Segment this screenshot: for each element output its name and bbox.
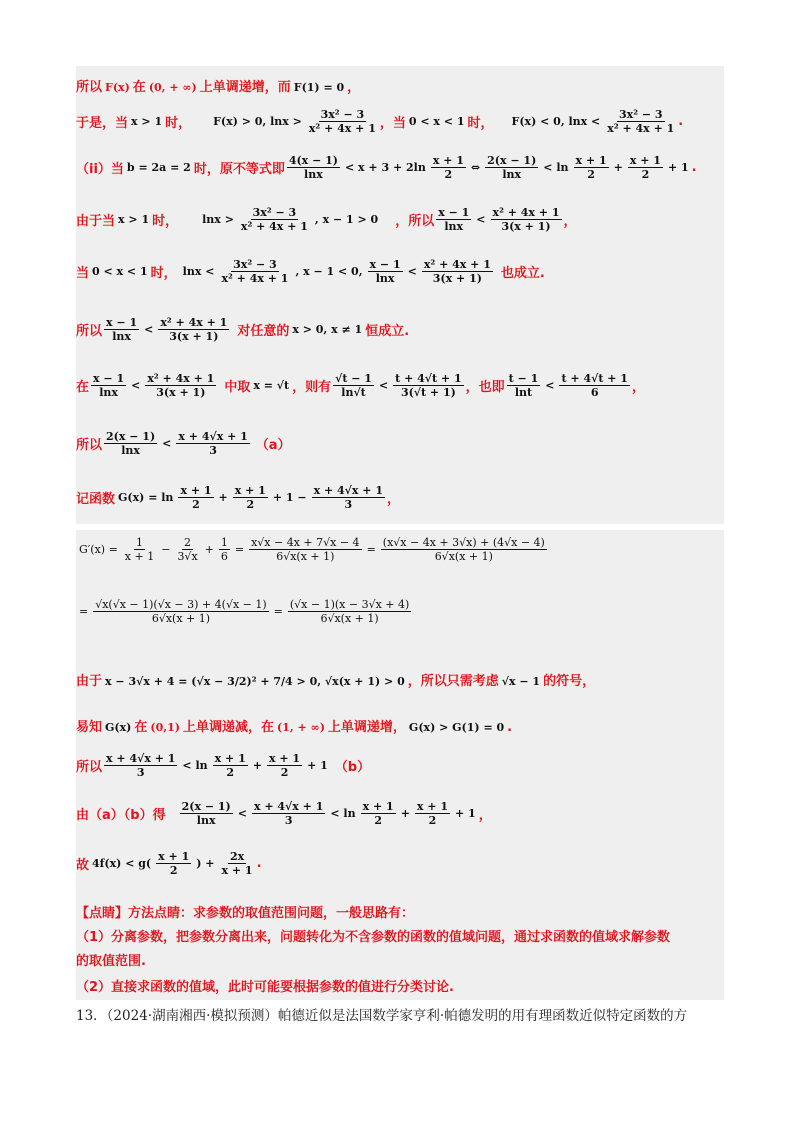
math: + <box>613 161 623 174</box>
line-case-ii <box>76 154 718 181</box>
text: 在 <box>134 720 148 735</box>
text: ，所以 <box>395 214 435 229</box>
text: 于是，当 <box>76 116 129 131</box>
denominator: 3 <box>284 814 293 827</box>
math: G(x) <box>105 721 132 734</box>
fraction <box>220 850 255 877</box>
fraction <box>91 372 126 399</box>
math: x > 0, x ≠ 1 <box>292 323 363 336</box>
numerator: x² + 4x + 1 <box>492 206 560 219</box>
numerator: x + 4√x + 1 <box>253 800 324 813</box>
numerator: x + 1 <box>432 154 464 167</box>
numerator: (x√x − 4x + 3√x) + (4√x − 4) <box>382 536 545 549</box>
fraction <box>287 154 340 181</box>
math: < ln <box>543 161 569 174</box>
math-interval: (0,1) <box>150 721 180 734</box>
math: + 1 − <box>272 491 307 504</box>
text: 由于当 <box>76 214 116 229</box>
denominator: lnx <box>444 220 464 233</box>
next-question-text: 13．（2024·湖南湘西·模拟预测）帕德近似是法国数学家亨利·帕德发明的用有理函数近似特定函数的方 <box>76 1008 688 1024</box>
line-for-all-x <box>76 316 718 343</box>
math: + <box>204 543 214 556</box>
math: x − 3√x + 4 = (√x − 3/2)² + 7/4 > 0, √x(x + 1) > 0 <box>105 675 405 688</box>
fraction <box>312 484 385 511</box>
numerator: √t − 1 <box>335 372 372 385</box>
text: ， <box>387 492 401 507</box>
denominator: 3 <box>136 766 145 779</box>
fraction <box>267 752 302 779</box>
denominator: 3 <box>209 444 217 457</box>
numerator: x√x − 4x + 7√x − 4 <box>251 536 360 549</box>
denominator: x² + 4x + 1 <box>308 122 376 135</box>
text: 所以 <box>76 324 103 339</box>
math: < <box>144 323 154 336</box>
numerator: 2(x − 1) <box>487 154 537 167</box>
math: √x − 1 <box>501 675 541 688</box>
numerator: t − 1 <box>508 372 539 385</box>
numerator: x + 1 <box>234 484 266 497</box>
fraction <box>307 108 378 135</box>
fraction <box>491 206 562 233</box>
text: 时， <box>467 116 494 131</box>
math: < <box>378 379 389 392</box>
math: + 1 <box>307 759 328 772</box>
denominator: 6√x(x + 1) <box>320 612 379 625</box>
math: F(x) > 0, lnx > <box>213 115 302 128</box>
numerator: x² + 4x + 1 <box>147 372 215 385</box>
text: 时， <box>150 266 177 281</box>
denominator: x² + 4x + 1 <box>240 220 308 233</box>
line-monotonic-G <box>76 716 718 735</box>
text: 恒成立. <box>365 324 410 339</box>
denominator: lnx <box>112 330 131 343</box>
denominator: x + 1 <box>221 864 253 877</box>
denominator: 3(x + 1) <box>156 386 206 399</box>
fraction <box>559 372 629 399</box>
math: ⇔ <box>470 161 481 174</box>
text: 所以 <box>76 760 103 775</box>
fraction <box>104 430 157 457</box>
fraction <box>219 536 230 563</box>
math: − <box>161 543 171 556</box>
numerator: x² + 4x + 1 <box>160 316 228 329</box>
text: ，当 <box>379 116 406 131</box>
text: 易知 <box>76 720 103 735</box>
fraction <box>436 206 471 233</box>
math: < <box>545 379 555 392</box>
math: , x − 1 > 0 <box>314 213 379 226</box>
fraction <box>333 372 374 399</box>
text: 上单调递增， <box>327 720 406 735</box>
text: 当 <box>76 266 90 281</box>
denominator: lnx <box>304 168 323 181</box>
text: 故 <box>76 858 90 873</box>
denominator: x² + 4x + 1 <box>607 122 675 135</box>
denominator: 2 <box>587 168 595 181</box>
fraction <box>422 258 493 285</box>
math: x = √t <box>253 379 290 392</box>
denominator: 2 <box>280 766 289 779</box>
numerator: 1 <box>136 536 143 549</box>
text: 对任意的 <box>237 324 290 339</box>
text: 方法点睛：求参数的取值范围问题，一般思路有： <box>128 906 415 921</box>
denominator: ln√t <box>341 386 366 399</box>
text: 中取 <box>224 380 251 395</box>
fraction <box>213 752 248 779</box>
math: G(x) > G(1) = 0 <box>408 721 505 734</box>
fraction <box>431 154 466 181</box>
text: 的取值范围. <box>76 954 146 969</box>
text: 在 <box>132 80 146 95</box>
numerator: x + 1 <box>575 154 607 167</box>
note-method-1 <box>76 926 718 945</box>
denominator: 2 <box>641 168 650 181</box>
denominator: 6 <box>220 550 228 563</box>
text: ， <box>478 808 492 823</box>
text: （1）分离参数，把参数分离出来，问题转化为不含参数的函数的值域问题，通过求函数的值域求解参数 <box>76 930 671 945</box>
line-0-lt-x-lt-1 <box>76 258 718 285</box>
numerator: x − 1 <box>369 258 401 271</box>
denominator: 2 <box>444 168 453 181</box>
fraction <box>219 258 290 285</box>
denominator: lnt <box>514 386 533 399</box>
text: 上单调递增，而 <box>199 80 291 95</box>
fraction <box>178 484 213 511</box>
fraction <box>145 372 216 399</box>
denominator: x + 1 <box>124 550 155 563</box>
numerator: x + 1 <box>268 752 301 765</box>
text: 时， <box>165 116 192 131</box>
math: b = 2a = 2 <box>126 161 191 174</box>
note-heading <box>76 902 718 921</box>
note-label: 【点睛】 <box>76 906 129 921</box>
math: , x − 1 < 0, <box>295 265 363 278</box>
math: 0 < x < 1 <box>408 115 465 128</box>
line-conclusion <box>76 850 718 877</box>
fraction <box>628 154 663 181</box>
numerator: 3x² − 3 <box>619 108 663 121</box>
denominator: 3(x + 1) <box>501 220 551 233</box>
solution-panel-part1 <box>76 66 724 524</box>
text: 上单调递减，在 <box>182 720 274 735</box>
line-combine-ab <box>76 800 718 827</box>
numerator: 3x² − 3 <box>320 108 365 121</box>
line-monotonic-F <box>76 76 718 95</box>
fraction <box>104 316 139 343</box>
numerator: x + 4√x + 1 <box>106 752 176 765</box>
text: 在 <box>76 380 90 395</box>
line-b <box>76 752 718 779</box>
numerator: 4(x − 1) <box>288 154 338 167</box>
denominator: 3 <box>344 498 353 511</box>
fraction <box>93 598 268 625</box>
denominator: 6√x(x + 1) <box>151 612 211 625</box>
denominator: 3(x + 1) <box>432 272 482 285</box>
denominator: lnx <box>121 444 140 457</box>
text: （b） <box>334 760 371 775</box>
math: + 1 <box>455 807 476 820</box>
denominator: lnx <box>196 814 216 827</box>
numerator: x + 1 <box>629 154 661 167</box>
math: < <box>237 807 247 820</box>
math: < x + 3 + 2ln <box>344 161 426 174</box>
numerator: 2x <box>229 850 245 863</box>
math: G′(x) = <box>79 543 118 556</box>
fraction <box>156 850 191 877</box>
numerator: 1 <box>220 536 228 549</box>
fraction <box>381 536 547 563</box>
fraction <box>605 108 676 135</box>
denominator: 2 <box>246 498 255 511</box>
math: lnx < <box>182 265 215 278</box>
fraction <box>507 372 541 399</box>
numerator: t + 4√t + 1 <box>561 372 628 385</box>
numerator: t + 4√t + 1 <box>395 372 462 385</box>
math: x > 1 <box>118 213 150 226</box>
numerator: √x(√x − 1)(√x − 3) + 4(√x − 1) <box>95 598 267 611</box>
math: + <box>218 491 228 504</box>
fraction <box>368 258 403 285</box>
math: < <box>162 437 172 450</box>
fraction <box>158 316 229 343</box>
text: ， <box>631 380 645 395</box>
denominator: 2 <box>192 498 200 511</box>
math: < <box>131 379 141 392</box>
numerator: x − 1 <box>438 206 470 219</box>
math: < <box>407 265 417 278</box>
text: . <box>256 856 262 871</box>
text: 由于 <box>76 674 103 689</box>
line-derivative-1 <box>76 536 718 563</box>
denominator: lnx <box>375 272 395 285</box>
line-derivative-2 <box>76 598 718 625</box>
numerator: x + 1 <box>158 850 190 863</box>
text: . <box>691 160 697 175</box>
fraction <box>252 800 325 827</box>
denominator: lnx <box>502 168 522 181</box>
denominator: 2 <box>428 814 437 827</box>
denominator: 3(√t + 1) <box>400 386 456 399</box>
math: 0 < x < 1 <box>92 265 148 278</box>
denominator: 3(x + 1) <box>169 330 219 343</box>
line-since <box>76 670 718 689</box>
fraction <box>361 800 396 827</box>
numerator: x² + 4x + 1 <box>423 258 491 271</box>
numerator: x + 1 <box>362 800 394 813</box>
text: ， <box>563 214 577 229</box>
math: = <box>366 543 376 556</box>
fraction <box>104 752 177 779</box>
line-therefore <box>76 108 718 135</box>
math: < ln <box>330 807 356 820</box>
text: （2）直接求函数的值域，此时可能要根据参数的值进行分类讨论. <box>76 980 454 995</box>
denominator: x² + 4x + 1 <box>221 272 289 285</box>
denominator: 6√x(x + 1) <box>434 550 493 563</box>
text: ， <box>347 80 361 95</box>
fraction <box>393 372 463 399</box>
numerator: x + 1 <box>180 484 212 497</box>
math: ) + <box>196 857 215 870</box>
denominator: lnx <box>99 386 118 399</box>
numerator: 3x² − 3 <box>233 258 277 271</box>
solution-panel-part2 <box>76 530 724 1000</box>
text: . <box>678 114 684 129</box>
fraction <box>239 206 310 233</box>
math: = <box>273 605 283 618</box>
text: ，也即 <box>465 380 505 395</box>
math: + 1 <box>667 161 689 174</box>
math-interval: (1, + ∞) <box>276 721 325 734</box>
denominator: 6√x(x + 1) <box>276 550 335 563</box>
line-define-G <box>76 484 718 511</box>
text: 所以 <box>76 438 103 453</box>
fraction <box>180 800 233 827</box>
text: ，所以只需考虑 <box>407 674 499 689</box>
math: 4f(x) < g( <box>92 857 152 870</box>
math-F1: F(1) = 0 <box>293 81 345 94</box>
denominator: 3√x <box>177 550 198 563</box>
text: 时，原不等式即 <box>193 162 285 177</box>
fraction <box>249 536 361 563</box>
fraction <box>288 598 411 625</box>
denominator: 2 <box>226 766 235 779</box>
numerator: 2(x − 1) <box>181 800 231 813</box>
denominator: 2 <box>169 864 178 877</box>
math-Fx: F(x) <box>105 81 130 94</box>
math-interval: (0, + ∞) <box>148 81 197 94</box>
note-method-2 <box>76 976 718 995</box>
text: 也成立. <box>500 266 545 281</box>
math: = <box>79 605 89 618</box>
fraction <box>175 536 199 563</box>
text: （a） <box>255 438 291 453</box>
numerator: x + 1 <box>214 752 246 765</box>
line-x-gt-1 <box>76 206 718 233</box>
numerator: x − 1 <box>93 372 125 385</box>
text: 的符号， <box>543 674 596 689</box>
numerator: 2(x − 1) <box>106 430 156 443</box>
text: （ii）当 <box>76 162 124 177</box>
fraction <box>176 430 249 457</box>
fraction <box>485 154 538 181</box>
text: 时， <box>152 214 179 229</box>
numerator: x + 4√x + 1 <box>313 484 383 497</box>
numerator: 2 <box>184 536 192 549</box>
math: = <box>234 543 245 556</box>
math: < ln <box>182 759 208 772</box>
denominator: 2 <box>374 814 382 827</box>
fraction <box>233 484 268 511</box>
denominator: 6 <box>590 386 599 399</box>
math: lnx > <box>202 213 234 226</box>
fraction <box>123 536 156 563</box>
line-a <box>76 430 718 457</box>
math: < <box>476 213 486 226</box>
math: x > 1 <box>131 115 163 128</box>
text: . <box>507 720 513 735</box>
numerator: (√x − 1)(x − 3√x + 4) <box>289 598 410 611</box>
text: 所以 <box>76 80 103 95</box>
math: F(x) < 0, lnx < <box>511 115 601 128</box>
text: 记函数 <box>76 492 116 507</box>
fraction <box>415 800 450 827</box>
note-method-1-cont <box>76 950 718 969</box>
numerator: x + 4√x + 1 <box>178 430 248 443</box>
text: ，则有 <box>292 380 332 395</box>
numerator: x − 1 <box>106 316 138 329</box>
numerator: 3x² − 3 <box>252 206 297 219</box>
math: G(x) = ln <box>118 491 174 504</box>
fraction <box>574 154 609 181</box>
math: + <box>400 807 410 820</box>
line-substitute <box>76 372 718 399</box>
text: 由（a）（b）得 <box>76 808 166 823</box>
math: + <box>252 759 262 772</box>
numerator: x + 1 <box>416 800 449 813</box>
